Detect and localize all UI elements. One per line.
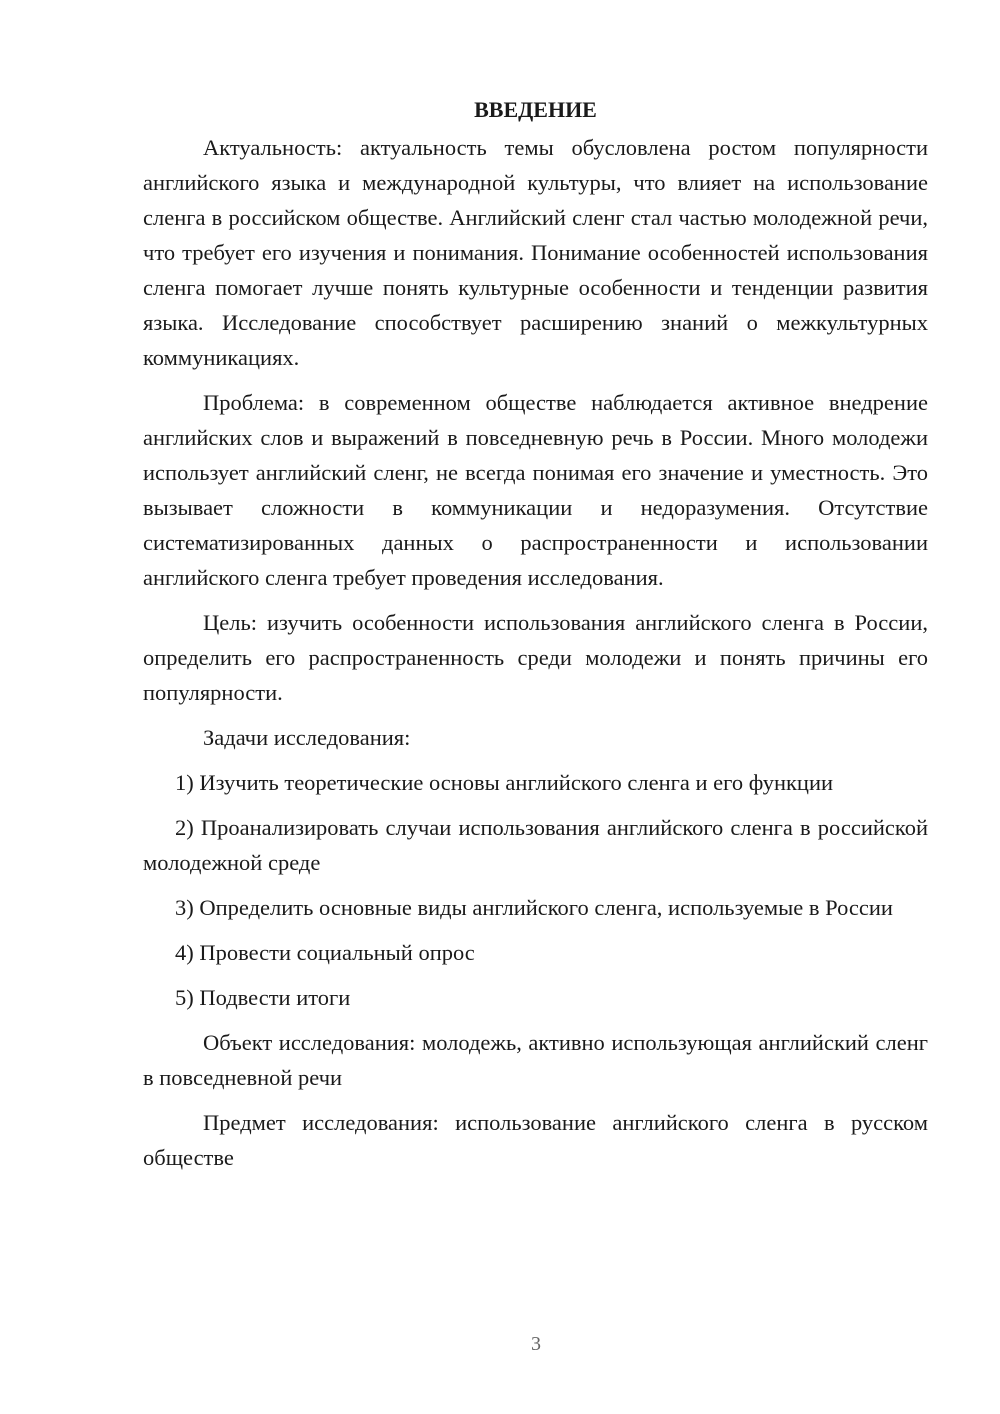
tasks-heading: Задачи исследования: [203,725,411,750]
tasks-list [143,765,928,1015]
task-item: 4) Провести социальный опрос [175,940,475,965]
goal-paragraph: Цель: изучить особенности использования английского сленга в России, определить его распространенность среди молодежи и понять причины его популярности. [143,610,928,705]
relevance-paragraph: Актуальность: актуальность темы обусловлена ростом популярности английского языка и международной культуры, что влияет на использование сленга в российском обществе. Английский сленг стал частью молодежной речи, что требует его изучения и понимания. Понимание особенностей использования сленга помогает лучше понять культурные особенности и тенденции развития языка. Исследование способствует расширению знаний о межкультурных коммуникациях. [143,135,928,370]
task-item: 3) Определить основные виды английского сленга, используемые в России [175,895,893,920]
page-number: 3 [531,1333,541,1355]
object-paragraph: Объект исследования: молодежь, активно использующая английский сленг в повседневной речи [143,1030,928,1090]
problem-paragraph: Проблема: в современном обществе наблюдается активное внедрение английских слов и выражений в повседневную речь в России. Много молодежи использует английский сленг, не всегда понимая его значение и уместность. Это вызывает сложности в коммуникации и недоразумения. Отсутствие систематизированных данных о распространенности и использовании английского сленга требует проведения исследования. [143,390,928,590]
task-item: 1) Изучить теоретические основы английского сленга и его функции [175,770,834,795]
task-item: 5) Подвести итоги [175,985,351,1010]
subject-paragraph: Предмет исследования: использование английского сленга в русском обществе [143,1110,928,1170]
section-title: ВВЕДЕНИЕ [474,97,597,122]
document-page [143,92,928,1185]
task-item: 2) Проанализировать случаи использования английского сленга в российской молодежной среде [143,815,928,875]
